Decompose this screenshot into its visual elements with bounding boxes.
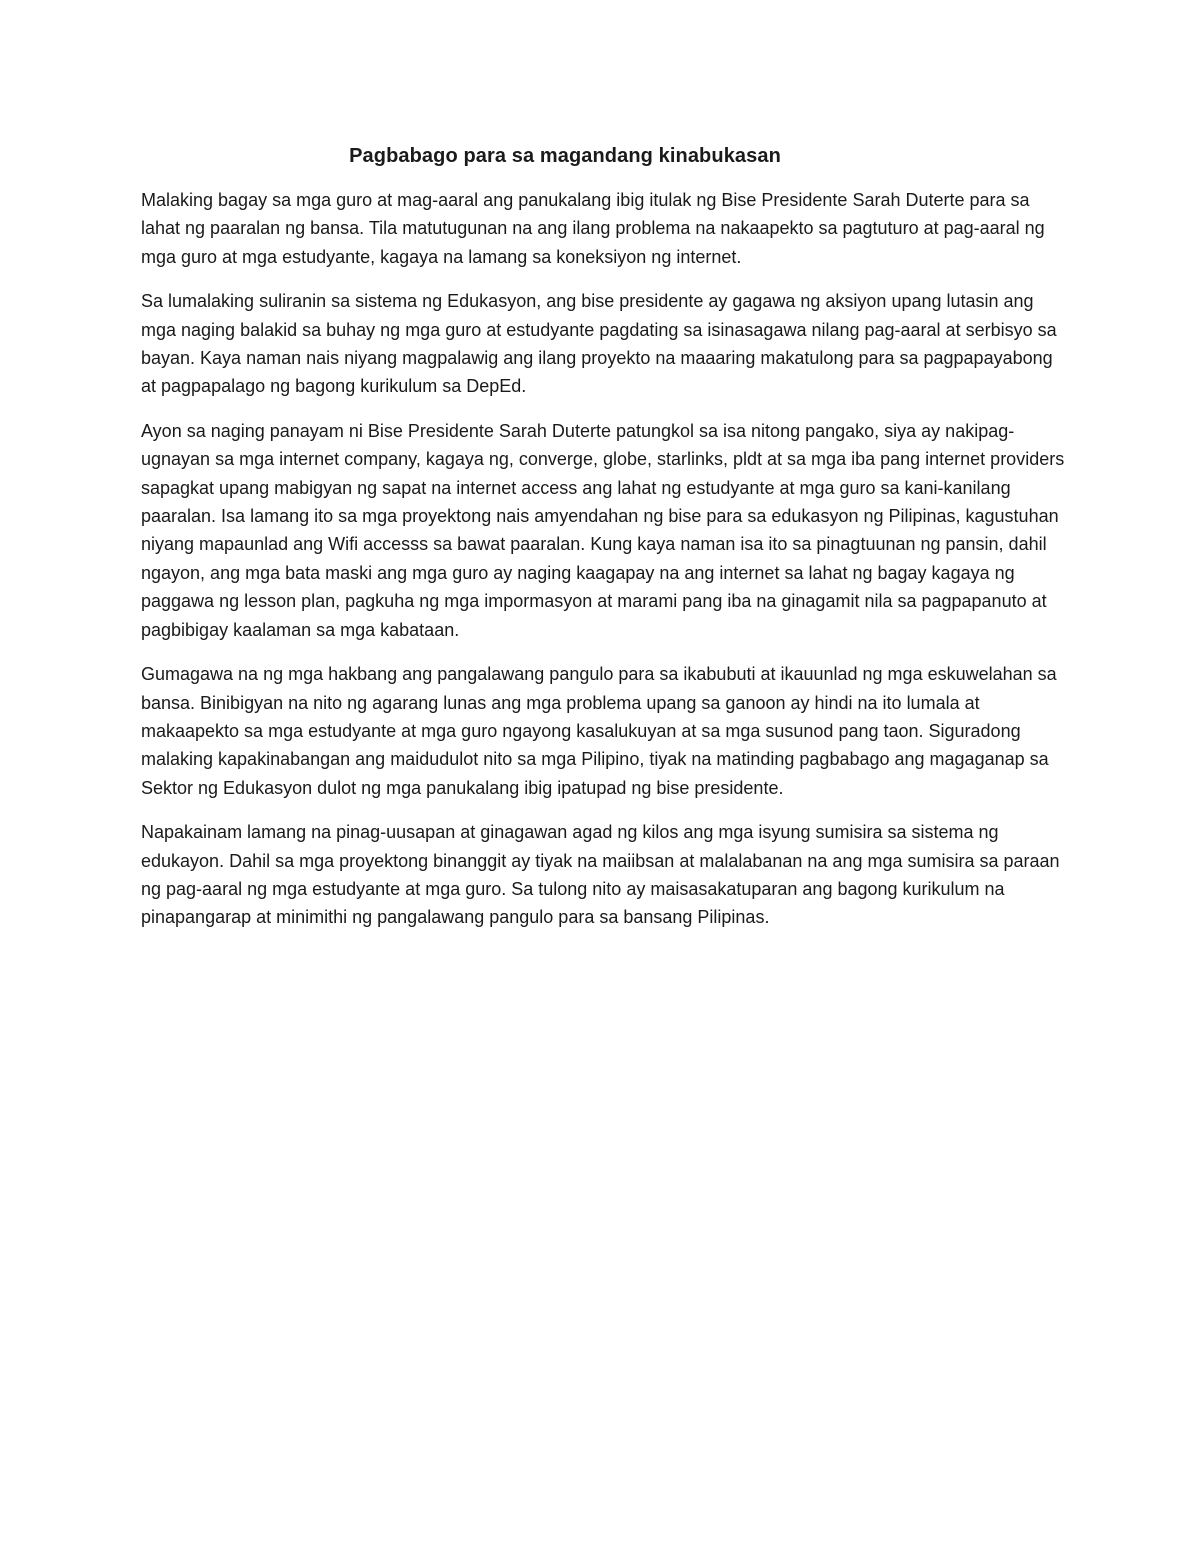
document-body bbox=[141, 186, 1071, 948]
paragraph-4: Gumagawa na ng mga hakbang ang pangalawang pangulo para sa ikabubuti at ikauunlad ng mga eskuwelahan sa bansa. Binibigyan na nito ng agarang lunas ang mga problema upang sa ganoon ay hindi na ito lumala at makaapekto sa mga estudyante at mga guro ngayong kasalukuyan at sa mga susunod pang taon. Siguradong malaking kapakinabangan ang maidudulot nito sa mga Pilipino, tiyak na matinding pagbabago ang magaganap sa Sektor ng Edukasyon dulot ng mga panukalang ibig ipatupad ng bise presidente. bbox=[141, 664, 1057, 798]
document-title: Pagbabago para sa magandang kinabukasan bbox=[349, 145, 781, 167]
paragraph-5: Napakainam lamang na pinag-uusapan at ginagawan agad ng kilos ang mga isyung sumisira sa sistema ng edukayon. Dahil sa mga proyektong binanggit ay tiyak na maiibsan at malalabanan na ang mga sumisira sa paraan ng pag-aaral ng mga estudyante at mga guro. Sa tulong nito ay maisasakatuparan ang bagong kurikulum na pinapangarap at minimithi ng pangalawang pangulo para sa bansang Pilipinas. bbox=[141, 822, 1060, 928]
paragraph-2: Sa lumalaking suliranin sa sistema ng Edukasyon, ang bise presidente ay gagawa ng aksiyon upang lutasin ang mga naging balakid sa buhay ng mga guro at estudyante pagdating sa isinasagawa nilang pag-aaral at serbisyo sa bayan. Kaya naman nais niyang magpalawig ang ilang proyekto na maaaring makatulong para sa pagpapayabong at pagpapalago ng bagong kurikulum sa DepEd. bbox=[141, 291, 1057, 397]
paragraph-3: Ayon sa naging panayam ni Bise Presidente Sarah Duterte patungkol sa isa nitong pangako, siya ay nakipag-ugnayan sa mga internet company, kagaya ng, converge, globe, starlinks, pldt at sa mga iba pang internet providers sapagkat upang mabigyan ng sapat na internet access ang lahat ng estudyante at mga guro sa kani-kanilang paaralan. Isa lamang ito sa mga proyektong nais amyendahan ng bise para sa edukasyon ng Pilipinas, kagustuhan niyang mapaunlad ang Wifi accesss sa bawat paaralan. Kung kaya naman isa ito sa pinagtuunan ng pansin, dahil ngayon, ang mga bata maski ang mga guro ay naging kaagapay na ang internet sa lahat ng bagay kagaya ng paggawa ng lesson plan, pagkuha ng mga impormasyon at marami pang iba na ginagamit nila sa pagpapanuto at pagbibigay kaalaman sa mga kabataan. bbox=[141, 420, 1065, 640]
paragraph-1: Malaking bagay sa mga guro at mag-aaral ang panukalang ibig itulak ng Bise Presidente Sarah Duterte para sa lahat ng paaralan ng bansa. Tila matutugunan na ang ilang problema na nakaapekto sa pagtuturo at pag-aaral ng mga guro at mga estudyante, kagaya na lamang sa koneksiyon ng internet. bbox=[141, 190, 1045, 267]
